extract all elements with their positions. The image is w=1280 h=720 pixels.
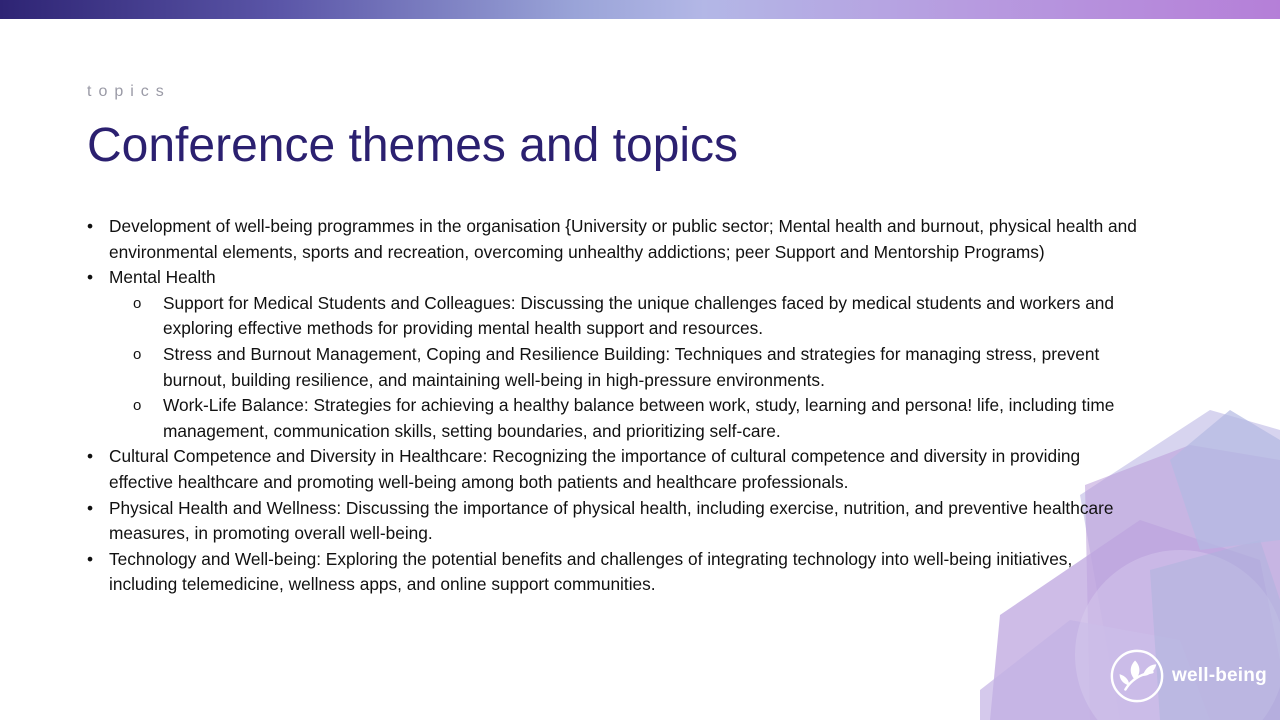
- slide-kicker: topics: [87, 83, 171, 100]
- topic-item: • Mental Health o Support for Medical Students and Colleagues: Discussing the unique challenges faced by medical students and workers and exploring effective methods for providing mental health support and resources. o Stress and Burnout Management, Coping and Resilience Building: Techniques and strategies for managing stress, prevent burnout, building resilience, and maintaining well-being in high-pressure environments. o Work-Life Balance: Strategies for achieving a healthy balance between work, study, learning and persona! life, including time management, communication skills, setting boundaries, and prioritizing self-care.: [87, 265, 1142, 444]
- well-being-logo: [1108, 648, 1267, 704]
- subtopic-item: o Work-Life Balance: Strategies for achieving a healthy balance between work, study, learning and persona! life, including time management, communication skills, setting boundaries, and prioritizing self-care.: [163, 393, 1142, 444]
- leaf-logo-icon: [1108, 647, 1166, 705]
- topics-list: [87, 214, 1142, 598]
- topic-item: • Cultural Competence and Diversity in Healthcare: Recognizing the importance of cultural competence and diversity in providing effective healthcare and promoting well-being among both patients and healthcare professionals.: [87, 444, 1142, 495]
- topic-item: • Development of well-being programmes in the organisation {University or public sector; Mental health and burnout, physical health and environmental elements, sports and recreation, overcoming unhealthy addictions; peer Support and Mentorship Programs): [87, 214, 1142, 265]
- top-gradient-bar: [0, 0, 1280, 19]
- logo-text: well-being: [1172, 665, 1267, 686]
- subtopic-item: o Support for Medical Students and Colleagues: Discussing the unique challenges faced by medical students and workers and exploring effective methods for providing mental health support and resources.: [163, 291, 1142, 342]
- topic-item: • Physical Health and Wellness: Discussing the importance of physical health, including exercise, nutrition, and preventive healthcare measures, in promoting overall well-being.: [87, 496, 1142, 547]
- topics-content: [87, 214, 1142, 598]
- subtopics-list: [109, 291, 1142, 445]
- slide-title: Conference themes and topics: [87, 119, 739, 172]
- topic-item: • Technology and Well-being: Exploring the potential benefits and challenges of integrating technology into well-being initiatives, including telemedicine, wellness apps, and online support communities.: [87, 547, 1142, 598]
- subtopic-item: o Stress and Burnout Management, Coping and Resilience Building: Techniques and strategies for managing stress, prevent burnout, building resilience, and maintaining well-being in high-pressure environments.: [163, 342, 1142, 393]
